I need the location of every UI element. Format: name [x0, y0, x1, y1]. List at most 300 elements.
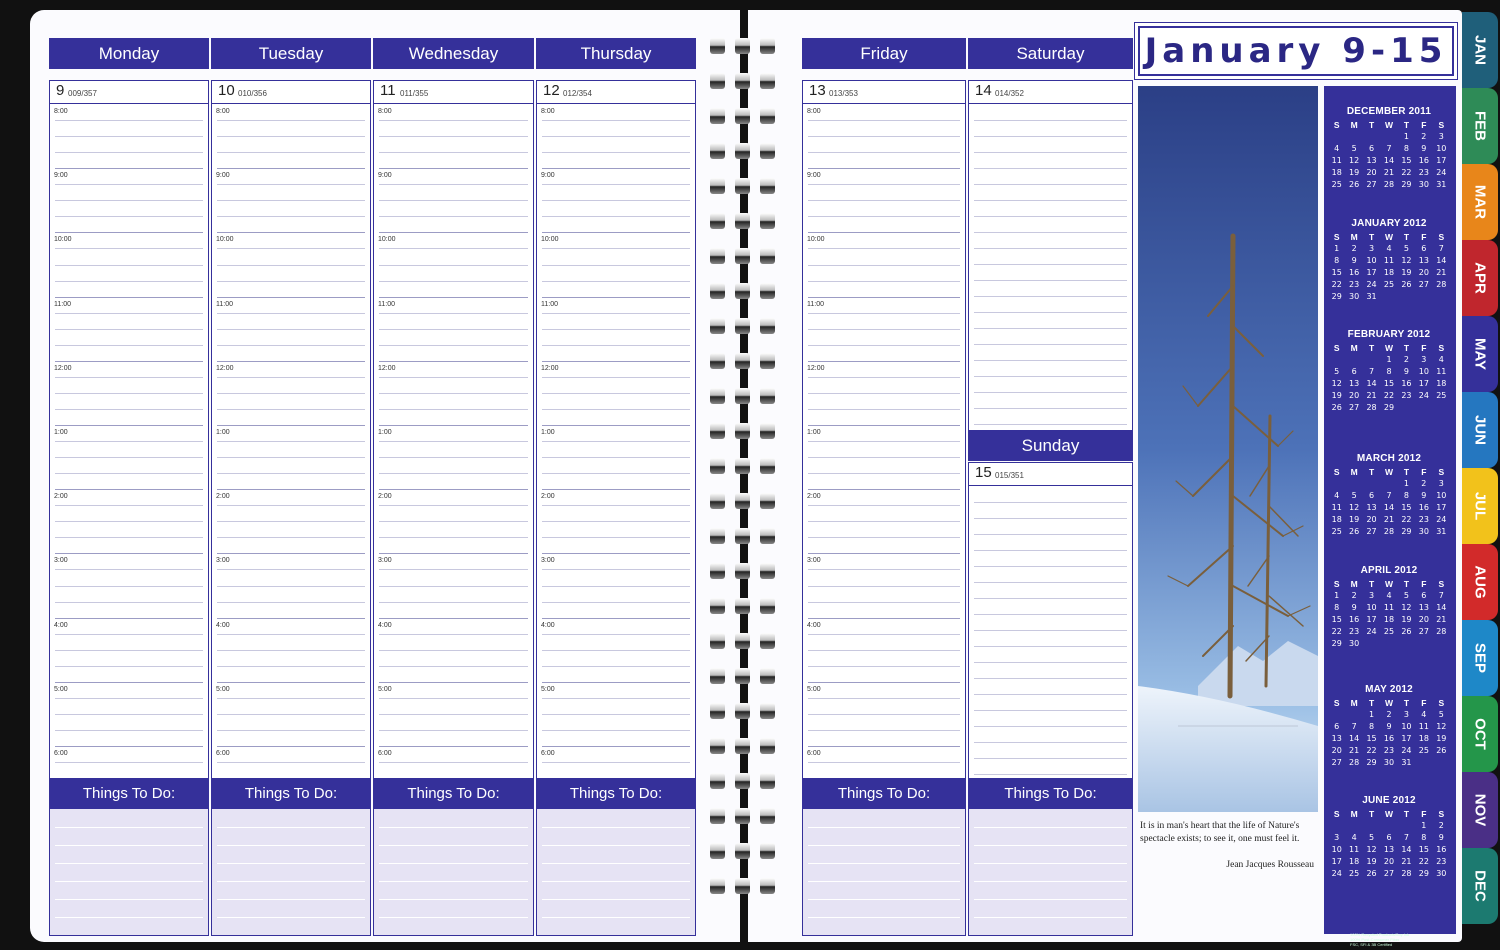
mini-calendar	[1328, 106, 1450, 191]
todo-line	[379, 863, 528, 864]
schedule-line	[542, 586, 690, 587]
mini-calendar	[1328, 453, 1450, 538]
schedule-line	[379, 425, 528, 426]
weekday-label: F	[1421, 579, 1427, 589]
time-label: 10:00	[541, 236, 559, 244]
day-cell: 28	[1436, 280, 1447, 289]
mini-calendar-title: DECEMBER 2011	[1346, 106, 1432, 117]
time-label: 11:00	[54, 300, 71, 308]
day-cell: 1	[1403, 132, 1409, 141]
day-cell: 26	[1349, 527, 1360, 536]
tab-label: MAR	[1471, 184, 1489, 220]
day-count: 012/354	[563, 89, 592, 98]
tab-jan[interactable]	[1462, 12, 1498, 88]
schedule-line	[379, 265, 528, 266]
weekday-label: M	[1350, 579, 1358, 589]
time-label: 3:00	[378, 557, 392, 565]
day-cell: 29	[1401, 180, 1412, 189]
day-cell: 8	[1403, 144, 1409, 153]
mini-calendar-title: FEBRUARY 2012	[1347, 329, 1431, 340]
weekday-label: F	[1421, 232, 1427, 242]
weekday-label: W	[1384, 232, 1393, 242]
ring-segment	[760, 108, 775, 124]
schedule-line	[379, 441, 528, 442]
schedule-line	[808, 361, 960, 362]
day-cell: 18	[1383, 268, 1395, 277]
right-page	[748, 10, 1462, 947]
tab-sep[interactable]	[1462, 620, 1498, 696]
day-cell: 22	[1401, 168, 1412, 177]
time-label: 4:00	[541, 621, 555, 629]
schedule-area[interactable]	[373, 104, 534, 778]
day-cell: 24	[1366, 280, 1377, 289]
day-cell: 3	[1438, 132, 1444, 141]
day-cell: 15	[1401, 503, 1412, 512]
schedule-line	[808, 136, 960, 137]
day-cell: 27	[1366, 527, 1377, 536]
ring-segment	[710, 808, 725, 824]
tab-apr[interactable]	[1462, 240, 1498, 316]
schedule-line	[974, 662, 1127, 663]
schedule-line	[379, 329, 528, 330]
schedule-line	[542, 666, 690, 667]
time-label: 3:00	[216, 557, 230, 565]
tab-jul[interactable]	[1462, 468, 1498, 544]
spiral-ring	[710, 773, 778, 789]
quote-text: It is in man's heart that the life of Nature's spectacle exists; to see it, one must feel it.	[1140, 821, 1300, 844]
tab-may[interactable]	[1462, 316, 1498, 392]
schedule-line	[808, 377, 960, 378]
time-label: 8:00	[541, 108, 555, 115]
schedule-line	[379, 666, 528, 667]
day-cell: 28	[1401, 869, 1412, 878]
day-cell: 11	[1331, 156, 1342, 165]
day-cell	[1345, 709, 1362, 721]
day-cell: 17	[1436, 503, 1447, 512]
tab-aug[interactable]	[1462, 544, 1498, 620]
day-cell: 2	[1351, 244, 1357, 253]
schedule-line	[55, 248, 203, 249]
spiral-ring	[710, 283, 778, 299]
schedule-area[interactable]	[968, 486, 1133, 778]
day-header: Friday	[802, 38, 966, 69]
time-label: 5:00	[54, 685, 68, 693]
time-label: 11:00	[541, 300, 558, 308]
schedule-line	[808, 425, 960, 426]
day-cell: 17	[1436, 156, 1447, 165]
time-label: 10:00	[378, 236, 396, 244]
schedule-line	[217, 682, 365, 683]
schedule-line	[217, 377, 365, 378]
day-cell: 28	[1383, 527, 1395, 536]
schedule-line	[379, 618, 528, 619]
things-to-do-area[interactable]	[373, 809, 534, 936]
schedule-line	[542, 489, 690, 490]
weekday-label: W	[1384, 698, 1393, 708]
day-cell: 8	[1334, 256, 1340, 265]
ring-segment	[760, 598, 775, 614]
day-cell: 4	[1386, 591, 1392, 600]
mini-calendar	[1328, 329, 1450, 414]
todo-line	[808, 917, 960, 918]
day-cell: 10	[1418, 367, 1429, 376]
ring-segment	[735, 633, 750, 649]
ring-segment	[760, 38, 775, 54]
time-label: 3:00	[807, 557, 821, 565]
week-title-box	[1138, 26, 1454, 76]
mini-calendar-title: JUNE 2012	[1362, 795, 1416, 806]
schedule-line	[217, 425, 365, 426]
ring-segment	[710, 353, 725, 369]
week-title: January 9-15	[1144, 31, 1448, 71]
todo-line	[379, 917, 528, 918]
things-to-do-header: Things To Do:	[211, 778, 371, 809]
schedule-line	[217, 361, 365, 362]
day-count: 014/352	[995, 89, 1024, 98]
schedule-line	[542, 313, 690, 314]
things-to-do-area[interactable]	[802, 809, 966, 936]
schedule-line	[542, 361, 690, 362]
schedule-line	[808, 297, 960, 298]
day-cell: 15	[1401, 156, 1412, 165]
day-cell	[1328, 478, 1345, 490]
schedule-line	[55, 232, 203, 233]
weekday-label: T	[1403, 698, 1410, 708]
schedule-line	[217, 281, 365, 282]
schedule-line	[808, 634, 960, 635]
ring-segment	[735, 668, 750, 684]
todo-line	[379, 845, 528, 846]
time-label: 8:00	[216, 108, 230, 115]
day-cell: 27	[1366, 180, 1377, 189]
schedule-line	[974, 694, 1127, 695]
schedule-line	[808, 120, 960, 121]
schedule-line	[217, 457, 365, 458]
ring-segment	[710, 458, 725, 474]
day-cell: 23	[1383, 746, 1395, 755]
time-label: 1:00	[216, 429, 230, 436]
schedule-line	[379, 602, 528, 603]
day-cell	[1415, 638, 1432, 650]
day-cell: 4	[1334, 491, 1340, 500]
day-cell: 13	[1366, 503, 1377, 512]
day-cell: 16	[1349, 268, 1360, 277]
schedule-line	[55, 586, 203, 587]
ring-segment	[760, 178, 775, 194]
day-cell: 27	[1418, 627, 1429, 636]
ring-segment	[735, 353, 750, 369]
schedule-line	[379, 473, 528, 474]
tab-oct[interactable]	[1462, 696, 1498, 772]
time-label: 5:00	[216, 685, 230, 693]
things-to-do-area[interactable]	[536, 809, 696, 936]
todo-line	[808, 845, 960, 846]
day-cell: 27	[1349, 403, 1360, 412]
day-column-sunday	[968, 38, 1133, 936]
day-cell: 7	[1386, 491, 1392, 500]
schedule-line	[379, 120, 528, 121]
ring-segment	[760, 283, 775, 299]
things-to-do-area[interactable]	[211, 809, 371, 936]
day-cell: 26	[1401, 627, 1412, 636]
day-cell: 3	[1334, 833, 1340, 842]
schedule-line	[542, 537, 690, 538]
tab-label: AUG	[1471, 565, 1489, 599]
day-cell	[1415, 402, 1432, 414]
ring-segment	[735, 843, 750, 859]
schedule-line	[808, 184, 960, 185]
weekday-label: W	[1384, 809, 1393, 819]
time-label: 11:00	[807, 300, 824, 308]
weekday-label: W	[1384, 120, 1393, 130]
day-cell: 17	[1401, 734, 1412, 743]
spiral-ring	[710, 108, 778, 124]
day-cell: 20	[1383, 857, 1395, 866]
day-cell: 21	[1436, 268, 1447, 277]
time-label: 2:00	[541, 493, 555, 501]
schedule-line	[974, 710, 1127, 711]
schedule-line	[974, 742, 1127, 743]
ring-segment	[760, 143, 775, 159]
tab-mar[interactable]	[1462, 164, 1498, 240]
day-cell: 15	[1331, 615, 1342, 624]
ring-segment	[735, 178, 750, 194]
day-cell: 23	[1418, 515, 1429, 524]
day-cell: 8	[1334, 603, 1340, 612]
day-cell: 6	[1334, 722, 1340, 731]
day-cell: 23	[1349, 627, 1360, 636]
day-cell: 14	[1383, 156, 1395, 165]
todo-line	[379, 827, 528, 828]
mini-calendar-grid	[1328, 578, 1450, 650]
schedule-line	[379, 698, 528, 699]
schedule-line	[55, 666, 203, 667]
recycle-line: 100% Recycled Products/Soy Ink	[1350, 932, 1410, 937]
schedule-line	[808, 216, 960, 217]
day-cell: 26	[1366, 869, 1377, 878]
day-cell: 25	[1383, 627, 1395, 636]
time-label: 6:00	[378, 750, 392, 757]
tab-feb[interactable]	[1462, 88, 1498, 164]
ring-segment	[735, 108, 750, 124]
tab-label: JUN	[1471, 414, 1489, 446]
schedule-line	[808, 345, 960, 346]
day-cell: 31	[1366, 292, 1377, 301]
todo-line	[542, 881, 690, 882]
schedule-line	[217, 666, 365, 667]
schedule-line	[542, 505, 690, 506]
date-number: 9	[56, 82, 65, 99]
mini-calendar-grid	[1328, 119, 1450, 191]
schedule-line	[379, 714, 528, 715]
ring-segment	[710, 213, 725, 229]
things-to-do-area[interactable]	[49, 809, 209, 936]
spiral-ring	[710, 493, 778, 509]
day-header: Saturday	[968, 38, 1133, 69]
weekday-label: W	[1384, 579, 1393, 589]
schedule-area[interactable]	[49, 104, 209, 778]
day-cell	[1328, 354, 1345, 366]
day-cell: 24	[1401, 746, 1412, 755]
schedule-line	[808, 409, 960, 410]
day-cell: 16	[1418, 503, 1429, 512]
weekday-label: S	[1438, 343, 1445, 353]
tab-label: APR	[1471, 262, 1489, 294]
schedule-line	[808, 650, 960, 651]
day-cell: 3	[1403, 710, 1409, 719]
schedule-line	[217, 441, 365, 442]
day-cell: 7	[1403, 833, 1409, 842]
ring-segment	[710, 598, 725, 614]
schedule-line	[542, 216, 690, 217]
weekday-label: S	[1438, 698, 1445, 708]
schedule-line	[808, 714, 960, 715]
date-box	[49, 80, 209, 104]
tab-nov[interactable]	[1462, 772, 1498, 848]
schedule-line	[379, 730, 528, 731]
day-cell: 19	[1366, 857, 1377, 866]
ring-segment	[710, 108, 725, 124]
todo-line	[542, 917, 690, 918]
schedule-line	[808, 281, 960, 282]
schedule-line	[974, 534, 1127, 535]
day-cell: 21	[1349, 746, 1360, 755]
ring-segment	[735, 563, 750, 579]
time-label: 12:00	[54, 364, 72, 372]
time-label: 11:00	[378, 300, 395, 308]
day-cell	[1380, 131, 1397, 143]
day-cell: 2	[1351, 591, 1357, 600]
todo-line	[55, 917, 203, 918]
time-label: 10:00	[216, 236, 234, 244]
day-cell: 18	[1436, 379, 1447, 388]
day-cell: 12	[1331, 379, 1342, 388]
schedule-line	[217, 521, 365, 522]
time-label: 4:00	[54, 621, 68, 629]
schedule-line	[808, 730, 960, 731]
day-cell: 17	[1418, 379, 1429, 388]
todo-line	[808, 827, 960, 828]
day-cell: 10	[1401, 722, 1412, 731]
schedule-line	[542, 248, 690, 249]
time-label: 4:00	[216, 621, 230, 629]
weekday-label: T	[1368, 120, 1375, 130]
weekday-label: T	[1403, 579, 1410, 589]
day-cell: 4	[1386, 244, 1392, 253]
day-cell: 20	[1349, 391, 1360, 400]
day-cell: 22	[1418, 857, 1429, 866]
schedule-area[interactable]	[211, 104, 371, 778]
weekday-label: T	[1368, 579, 1375, 589]
time-label: 5:00	[378, 685, 392, 693]
schedule-line	[217, 345, 365, 346]
schedule-line	[379, 136, 528, 137]
date-number: 13	[809, 82, 826, 99]
todo-line	[808, 863, 960, 864]
day-cell: 6	[1369, 144, 1375, 153]
day-cell: 26	[1349, 180, 1360, 189]
schedule-line	[808, 393, 960, 394]
schedule-line	[217, 698, 365, 699]
schedule-line	[55, 345, 203, 346]
tab-jun[interactable]	[1462, 392, 1498, 468]
weekday-label: T	[1368, 698, 1375, 708]
ring-segment	[710, 423, 725, 439]
day-cell: 1	[1403, 479, 1409, 488]
day-cell: 25	[1331, 180, 1342, 189]
schedule-line	[217, 265, 365, 266]
schedule-line	[217, 313, 365, 314]
schedule-line	[542, 409, 690, 410]
weekday-label: M	[1350, 467, 1358, 477]
spiral-ring	[710, 878, 778, 894]
time-label: 10:00	[54, 236, 72, 244]
day-cell: 13	[1418, 256, 1429, 265]
ring-segment	[760, 73, 775, 89]
day-cell: 5	[1369, 833, 1375, 842]
date-box	[802, 80, 966, 104]
ring-segment	[760, 738, 775, 754]
day-cell: 14	[1436, 603, 1447, 612]
spiral-ring	[710, 213, 778, 229]
schedule-area[interactable]	[802, 104, 966, 778]
todo-line	[217, 845, 365, 846]
schedule-line	[55, 473, 203, 474]
time-label: 6:00	[807, 750, 821, 757]
day-cell: 20	[1418, 268, 1429, 277]
day-cell	[1398, 291, 1415, 303]
schedule-line	[379, 634, 528, 635]
weekday-label: T	[1403, 809, 1410, 819]
day-cell: 16	[1349, 615, 1360, 624]
winter-tree-photo	[1138, 86, 1318, 812]
schedule-area[interactable]	[536, 104, 696, 778]
day-cell: 25	[1436, 391, 1447, 400]
schedule-line	[542, 441, 690, 442]
schedule-line	[808, 473, 960, 474]
day-cell: 22	[1401, 515, 1412, 524]
day-cell	[1433, 291, 1450, 303]
day-cell: 30	[1418, 180, 1429, 189]
weekday-label: S	[1438, 579, 1445, 589]
day-cell: 15	[1383, 379, 1395, 388]
ring-segment	[760, 423, 775, 439]
day-cell: 5	[1438, 710, 1444, 719]
schedule-line	[217, 618, 365, 619]
ring-segment	[735, 318, 750, 334]
day-cell: 1	[1334, 591, 1340, 600]
mini-calendar-grid	[1328, 808, 1450, 880]
schedule-line	[542, 634, 690, 635]
day-cell: 4	[1334, 144, 1340, 153]
date-box	[968, 462, 1133, 486]
day-cell: 21	[1436, 615, 1447, 624]
day-cell: 10	[1436, 144, 1447, 153]
spiral-ring	[710, 38, 778, 54]
ring-segment	[710, 38, 725, 54]
tab-dec[interactable]	[1462, 848, 1498, 924]
schedule-line	[55, 313, 203, 314]
weekday-label: T	[1368, 467, 1375, 477]
schedule-line	[379, 168, 528, 169]
day-cell: 26	[1331, 403, 1342, 412]
day-cell: 12	[1401, 603, 1412, 612]
schedule-line	[808, 329, 960, 330]
day-cell: 25	[1418, 746, 1429, 755]
time-label: 12:00	[216, 364, 234, 372]
ring-segment	[735, 143, 750, 159]
weekday-label: S	[1333, 467, 1340, 477]
